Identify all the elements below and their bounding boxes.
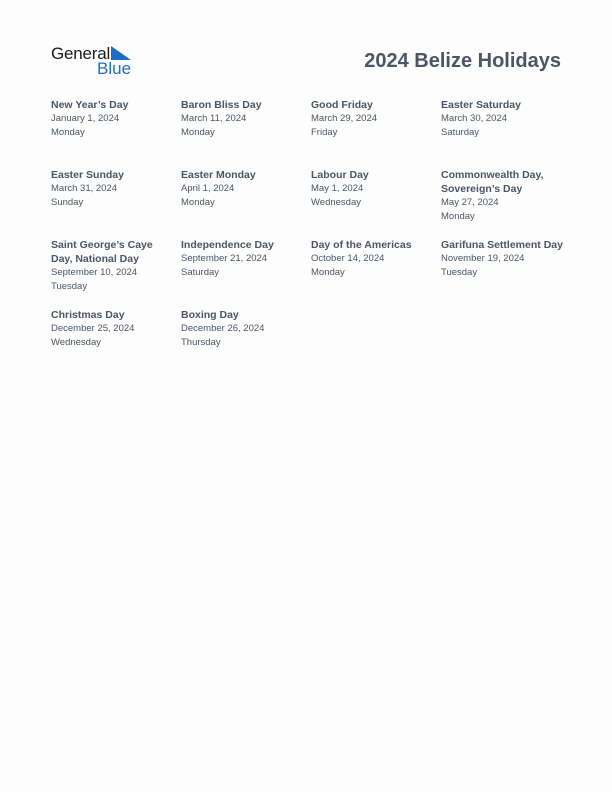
holiday-date: March 30, 2024 <box>441 113 508 124</box>
holiday-weekday: Wednesday <box>311 196 361 208</box>
holiday-date: January 1, 2024 <box>51 113 120 124</box>
holiday-name: Boxing Day <box>181 309 239 321</box>
holiday-weekday: Thursday <box>181 336 221 348</box>
holiday-weekday: Monday <box>181 196 215 208</box>
holiday-grid <box>51 98 571 378</box>
holiday-weekday: Monday <box>181 126 215 138</box>
holiday-name: Independence Day <box>181 239 274 251</box>
holiday-weekday: Saturday <box>441 126 480 138</box>
holiday-item <box>181 168 303 209</box>
holiday-row <box>51 308 571 378</box>
holiday-name: New Year’s Day <box>51 99 129 111</box>
holiday-weekday: Tuesday <box>441 266 478 278</box>
holiday-item <box>311 168 433 209</box>
holiday-name: Commonwealth Day, Sovereign’s Day <box>441 169 544 195</box>
holiday-name: Baron Bliss Day <box>181 99 262 111</box>
holiday-item <box>181 238 303 279</box>
holiday-name: Labour Day <box>311 169 369 181</box>
holiday-item <box>181 308 303 349</box>
holiday-item <box>181 98 303 139</box>
holiday-item <box>441 168 563 223</box>
holiday-item <box>311 98 433 139</box>
page-title: 2024 Belize Holidays <box>364 50 561 72</box>
holiday-date: December 26, 2024 <box>181 323 265 334</box>
holiday-item <box>51 308 173 349</box>
holiday-name: Day of the Americas <box>311 239 412 251</box>
holiday-name: Easter Monday <box>181 169 256 181</box>
holiday-item <box>51 168 173 209</box>
holiday-name: Saint George’s Caye Day, National Day <box>51 239 153 265</box>
holiday-weekday: Monday <box>311 266 345 278</box>
holiday-item <box>51 238 173 293</box>
holiday-item <box>51 98 173 139</box>
holiday-date: March 29, 2024 <box>311 113 378 124</box>
holiday-date: May 27, 2024 <box>441 197 499 208</box>
holiday-date: May 1, 2024 <box>311 183 364 194</box>
generalblue-logo <box>51 44 141 78</box>
holiday-weekday: Saturday <box>181 266 220 278</box>
holiday-name: Easter Sunday <box>51 169 124 181</box>
holiday-row <box>51 98 571 168</box>
holiday-weekday: Wednesday <box>51 336 101 348</box>
holiday-item <box>311 238 433 279</box>
holiday-date: March 11, 2024 <box>181 113 247 124</box>
holiday-date: September 10, 2024 <box>51 267 138 278</box>
holiday-item <box>441 238 563 279</box>
holiday-date: December 25, 2024 <box>51 323 135 334</box>
holiday-date: April 1, 2024 <box>181 183 235 194</box>
holiday-weekday: Sunday <box>51 196 84 208</box>
holiday-name: Christmas Day <box>51 309 125 321</box>
holiday-date: September 21, 2024 <box>181 253 268 264</box>
holiday-name: Easter Saturday <box>441 99 521 111</box>
logo-blue-text: Blue <box>97 59 132 78</box>
holiday-date: March 31, 2024 <box>51 183 118 194</box>
holiday-date: October 14, 2024 <box>311 253 385 264</box>
logo-general-text: General <box>51 44 111 63</box>
holiday-weekday: Friday <box>311 126 338 138</box>
holiday-weekday: Monday <box>441 210 475 222</box>
holiday-name: Garifuna Settlement Day <box>441 239 563 251</box>
holiday-weekday: Tuesday <box>51 280 88 292</box>
holiday-weekday: Monday <box>51 126 85 138</box>
holiday-row <box>51 168 571 238</box>
holiday-row <box>51 238 571 308</box>
holiday-name: Good Friday <box>311 99 373 111</box>
holiday-date: November 19, 2024 <box>441 253 525 264</box>
holiday-item <box>441 98 563 139</box>
